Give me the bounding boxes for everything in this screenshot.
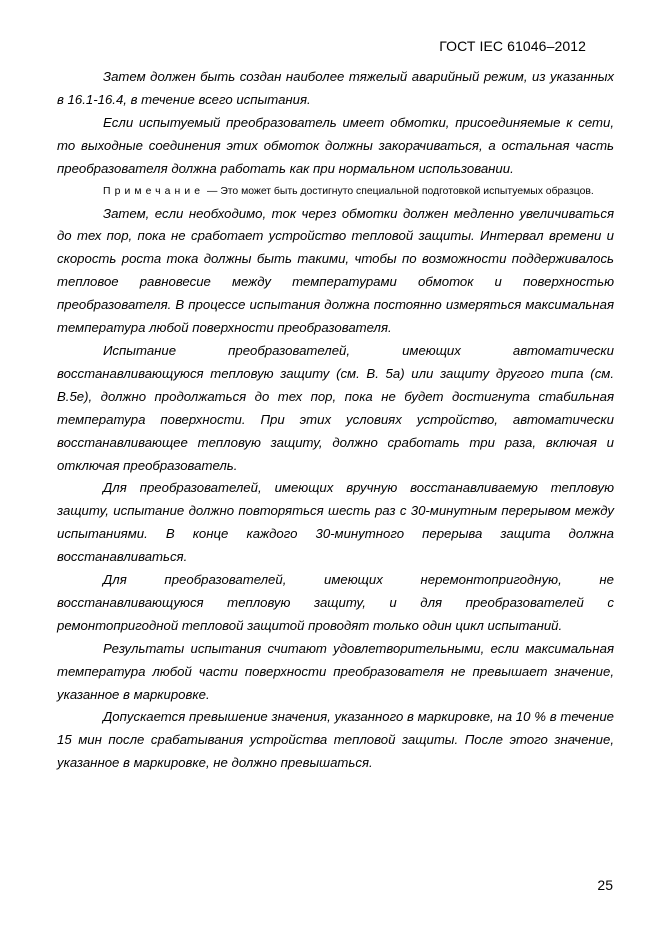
paragraph-3: Затем, если необходимо, ток через обмотки должен медленно увеличиваться до тех пор, пока не сработает устройство тепловой защиты. Интервал времени и скорость роста тока должны быть такими, чтобы по возможности поддерживалось тепловое равновесие между температурами обмоток и поверхностью преобразователя. В процессе испытания должна постоянно измеряться максимальная температура любой поверхности преобразователя. [57, 205, 614, 336]
paragraph-2: Если испытуемый преобразователь имеет обмотки, присоединяемые к сети, то выходные соединения этих обмоток должны закорачиваться, а остальная часть преобразователя должна работать как при нормальном использовании. [57, 114, 614, 176]
note-label: Примечание [103, 185, 205, 197]
note [57, 181, 614, 203]
paragraph-8: Допускается превышение значения, указанного в маркировке, на 10 % в течение 15 мин после срабатывания устройства тепловой защиты. После этого значение, указанное в маркировке, не должно превышаться. [57, 709, 614, 771]
paragraph-4: Испытание преобразователей, имеющих автоматически восстанавливающуюся тепловую защиту (см. В. 5а) или защиту другого типа (см. В.5е), должно продолжаться до тех пор, пока не будет достигнута стабильная температура поверхности. При этих условиях устройство, автоматически восстанавливающее тепловую защиту, должно сработать три раза, включая и отключая преобразователь. [57, 342, 614, 473]
paragraph-7: Результаты испытания считают удовлетворительными, если максимальная температура любой части поверхности преобразователя не превышает значение, указанное в маркировке. [57, 640, 614, 702]
standard-designation: ГОСТ IEC 61046–2012 [439, 38, 586, 54]
paragraph-5: Для преобразователей, имеющих вручную восстанавливаемую тепловую защиту, испытание должно повторяться шесть раз с 30-минутным перерывом между испытаниями. В конце каждого 30-минутного перерыва защита должна восстанавливаться. [57, 480, 614, 565]
page-number: 25 [597, 877, 613, 893]
paragraph-1: Затем должен быть создан наиболее тяжелый аварийный режим, из указанных в 16.1-16.4, в течение всего испытания. [57, 69, 614, 107]
body-text [57, 66, 614, 775]
note-text: — Это может быть достигнуто специальной подготовкой испытуемых образцов. [204, 185, 594, 197]
paragraph-6: Для преобразователей, имеющих неремонтопригодную, не восстанавливающуюся тепловую защиту, и для преобразователей с ремонтопригодной тепловой защитой проводят только один цикл испытаний. [57, 572, 614, 633]
